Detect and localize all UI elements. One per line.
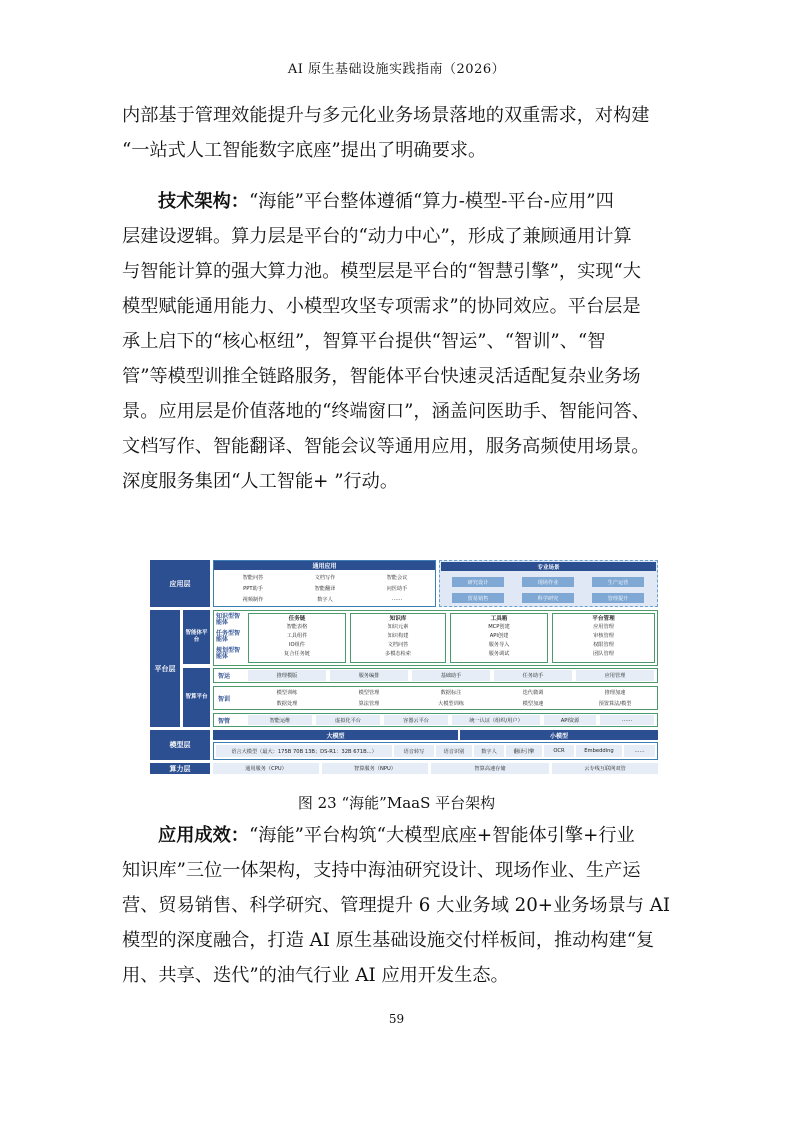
text-line: 模型赋能通用能力、小模型攻坚专项需求”的协同效应。平台层是 [122,296,641,317]
manage-item: 容器云平台 [384,715,448,725]
text-run: “海能”平台构筑“大模型底座+智能体引擎+行业 [248,825,635,846]
column-item: IO组件 [289,642,305,648]
column-item: 应用管理 [593,624,614,630]
manage-item: 智能运维 [248,715,312,725]
ops-item: 推理模版 [248,670,326,681]
figure-caption: 图 23 “海能”MaaS 平台架构 [297,794,496,812]
app-item: 智能会议 [386,574,408,581]
column-item: 知识构建 [387,633,409,639]
app-item: 问医助手 [386,585,408,592]
text-line: 用、共享、迭代”的油气行业 AI 应用开发生态。 [122,965,509,986]
manage-item: …… [600,715,654,725]
architecture-figure [150,560,658,774]
column-item: 服务调试 [488,651,510,657]
small-model-item: …… [624,745,655,757]
train-item: 模型加速 [522,700,544,707]
text-run: “海能”平台整体遵循“算力-模型-平台-应用”四 [248,191,614,212]
scenario-item: 研究设计 [452,577,504,587]
column-title: 工具箱 [490,616,508,622]
small-model-item: 数字人 [474,745,504,757]
manage-item: API资源 [544,715,596,725]
row-label: 智管 [218,717,231,725]
layer-platform-label: 平台层 [150,610,180,727]
train-item: 迭代微调 [522,689,544,696]
train-item: 数据标注 [440,689,462,696]
layer-model-label: 模型层 [150,730,210,760]
professional-title: 专业场景 [441,562,656,571]
column-item: 审核管理 [593,633,614,639]
text-line: 景。应用层是价值落地的“终端窗口”，涵盖问医助手、智能问答、 [122,401,650,422]
column-title: 任务链 [288,616,306,622]
scenario-item: 生产运营 [592,577,644,587]
column-item: 服务导入 [488,642,510,648]
text-line: 知识库”三位一体架构，支持中海油研究设计、现场作业、生产运 [122,860,641,881]
layer-app-label: 应用层 [150,560,210,607]
column-item: API创建 [489,633,509,639]
large-model-item: 语言大模型（最大：175B 70B 13B；DS-R1：32B 671B...） [216,745,392,757]
agent-platform-label: 智能体平台 [183,610,210,664]
agent-type-label: 任务型智能体 [216,630,241,643]
column-item: 智能表格 [286,624,308,630]
paragraph-intro [122,98,670,168]
ops-item: 任务助手 [494,670,572,681]
text-line [122,818,670,853]
large-model-title: 大模型 [213,730,458,740]
paragraph-architecture [122,184,670,499]
manage-item: 虚拟化平台 [316,715,380,725]
column-item: 多模态检索 [385,651,411,657]
train-item: 预置算法/模型 [598,700,632,707]
row-label: 智运 [218,673,231,680]
train-item: 数据处理 [276,700,298,707]
text-line: 文档写作、智能翻译、智能会议等通用应用，服务高频使用场景。 [122,436,650,457]
scenario-item: 贸易销售 [452,593,504,603]
manage-item: 统一认证（组织/用户） [452,715,540,725]
app-item: …… [391,596,403,602]
bold-lead: 应用成效： [158,825,249,846]
app-item: 视频制作 [242,596,264,603]
ops-item: 应用管理 [576,670,654,681]
app-item: 智能翻译 [314,585,336,592]
layer-compute-label: 算力层 [150,763,210,774]
small-model-item: 翻译引擎 [506,745,542,757]
train-item: 大模型训练 [438,700,464,707]
text-line: 承上启下的“核心枢纽”，智算平台提供“智运”、“智训”、“智 [122,331,606,352]
running-header: AI 原生基础设施实践指南（2026） [287,62,506,77]
column-item: 工具组件 [286,633,308,639]
compute-item: 智算高速存储 [431,763,549,774]
compute-item: 通用服务（CPU） [213,763,319,774]
column-item: 团队管理 [593,651,614,657]
text-line: 营、贸易销售、科学研究、管理提升 6 大业务域 20+业务场景与 AI [122,895,671,916]
column-title: 知识库 [389,616,407,622]
app-item: PPT助手 [243,585,263,592]
agent-type-label: 规划型智能体 [216,647,241,660]
train-item: 推理加速 [604,689,626,696]
scenario-item: 现场作业 [522,577,574,587]
small-model-item: 语音转写 [394,745,434,757]
app-item: 智能问答 [242,574,264,581]
column-title: 平台管理 [592,616,615,622]
ops-item: 基础助手 [412,670,490,681]
compute-item: 云专线互联网双管 [552,763,658,774]
train-item: 模型管理 [358,689,380,696]
column-item: 复合任务链 [284,651,310,657]
scenario-item: 科学研究 [522,593,574,603]
text-line: 层建设逻辑。算力层是平台的“动力中心”，形成了兼顾通用计算 [122,226,632,247]
bold-lead: 技术架构： [158,191,249,212]
column-item: 知识元素 [387,624,409,630]
text-line: 内部基于管理效能提升与多元化业务场景落地的双重需求，对构建 [122,105,650,126]
app-item: 数字人 [317,596,333,603]
train-item: 算法管理 [358,700,380,707]
small-model-title: 小模型 [460,730,658,740]
text-line: “一站式人工智能数字底座”提出了明确要求。 [122,140,487,161]
app-item: 文档写作 [314,574,336,581]
column-item: MCP创建 [488,624,510,630]
compute-item: 智算服务（NPU） [322,763,428,774]
agent-type-label: 知识型智能体 [216,613,241,626]
scenario-item: 管理提升 [592,593,644,603]
text-line: 模型的深度融合，打造 AI 原生基础设施交付样板间，推动构建“复 [122,930,655,951]
train-item: 模型训练 [276,689,298,696]
text-line [122,184,670,219]
text-line: 管”等模型训推全链路服务，智能体平台快速灵活适配复杂业务场 [122,366,641,387]
text-line: 深度服务集团“人工智能+ ”行动。 [122,471,399,492]
small-model-item: 语音识别 [436,745,472,757]
page-number: 59 [388,1012,405,1026]
ops-item: 服务编排 [330,670,408,681]
small-model-item: OCR [544,745,574,757]
paragraph-results [122,818,670,993]
small-model-item: Embedding [576,745,622,757]
compute-platform-label: 智算平台 [183,668,210,727]
general-apps-title: 通用应用 [214,561,435,570]
column-item: 文档问答 [387,642,409,648]
text-line: 与智能计算的强大算力池。模型层是平台的“智慧引擎”，实现“大 [122,261,641,282]
row-label: 智训 [218,696,231,703]
column-item: 权限管理 [593,642,614,648]
